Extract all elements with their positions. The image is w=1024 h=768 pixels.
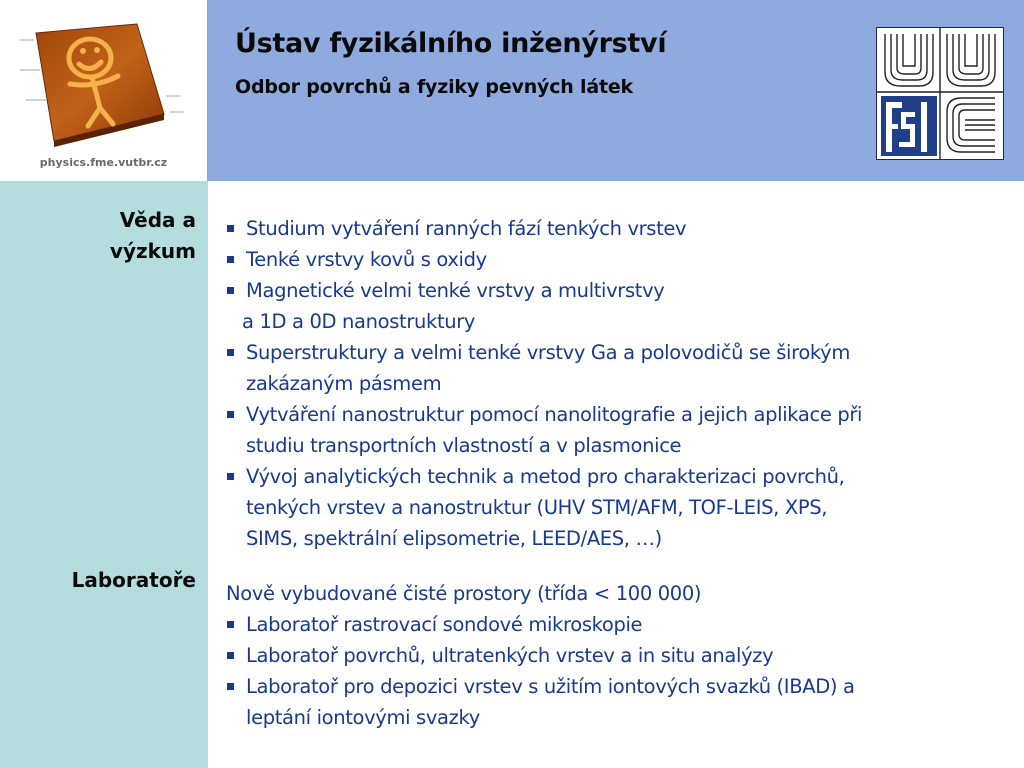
sidebar [0, 181, 208, 768]
bullet-icon [227, 683, 234, 690]
site-url[interactable]: physics.fme.vutbr.cz [39, 156, 168, 169]
list-item-continuation: studiu transportních vlastností a v plasmonice [246, 434, 682, 457]
sidebar-heading-labs: Laboratoře [71, 568, 196, 592]
research-list [226, 213, 862, 554]
stm-logo-panel [0, 0, 208, 181]
labs-list [226, 609, 855, 733]
list-item: Laboratoř povrchů, ultratenkých vrstev a in situ analýzy [226, 640, 855, 671]
list-item-continuation: tenkých vrstev a nanostruktur (UHV STM/AFM, TOF-LEIS, XPS, [246, 496, 828, 519]
header-band [208, 0, 1024, 181]
list-item: Laboratoř pro depozici vrstev s užitím iontových svazků (IBAD) a [226, 671, 855, 702]
bullet-icon [227, 411, 234, 418]
bullet-icon [227, 349, 234, 356]
list-item: Studium vytváření ranných fází tenkých vrstev [226, 213, 862, 244]
bullet-icon [227, 225, 234, 232]
page-subtitle: Odbor povrchů a fyziky pevných látek [235, 76, 633, 98]
main-content [208, 181, 1024, 768]
list-item: Vytváření nanostruktur pomocí nanolitografie a jejich aplikace při [226, 399, 862, 430]
list-item-continuation: zakázaným pásmem [246, 372, 442, 395]
bullet-icon [227, 256, 234, 263]
list-item: Tenké vrstvy kovů s oxidy [226, 244, 862, 275]
list-item-continuation: leptání iontovými svazky [246, 706, 480, 729]
list-item: Vývoj analytických technik a metod pro charakterizaci povrchů, [226, 461, 862, 492]
labs-intro: Nově vybudované čisté prostory (třída < 100 000) [226, 582, 702, 605]
list-item: Superstruktury a velmi tenké vrstvy Ga a polovodičů se širokým [226, 337, 862, 368]
bullet-icon [227, 287, 234, 294]
sidebar-heading-research: Věda a výzkum [109, 208, 196, 263]
page-title: Ústav fyzikálního inženýrství [235, 28, 667, 59]
bullet-icon [227, 473, 234, 480]
stm-smiley-image-icon [0, 0, 207, 156]
bullet-icon [227, 621, 234, 628]
list-item-continuation: SIMS, spektrální elipsometrie, LEED/AES, …) [246, 527, 662, 550]
list-item: Laboratoř rastrovací sondové mikroskopie [226, 609, 855, 640]
fsi-vut-logo-icon [876, 27, 1004, 160]
list-item-continuation: a 1D a 0D nanostruktury [242, 310, 476, 333]
list-item: Magnetické velmi tenké vrstvy a multivrstvy [226, 275, 862, 306]
bullet-icon [227, 652, 234, 659]
